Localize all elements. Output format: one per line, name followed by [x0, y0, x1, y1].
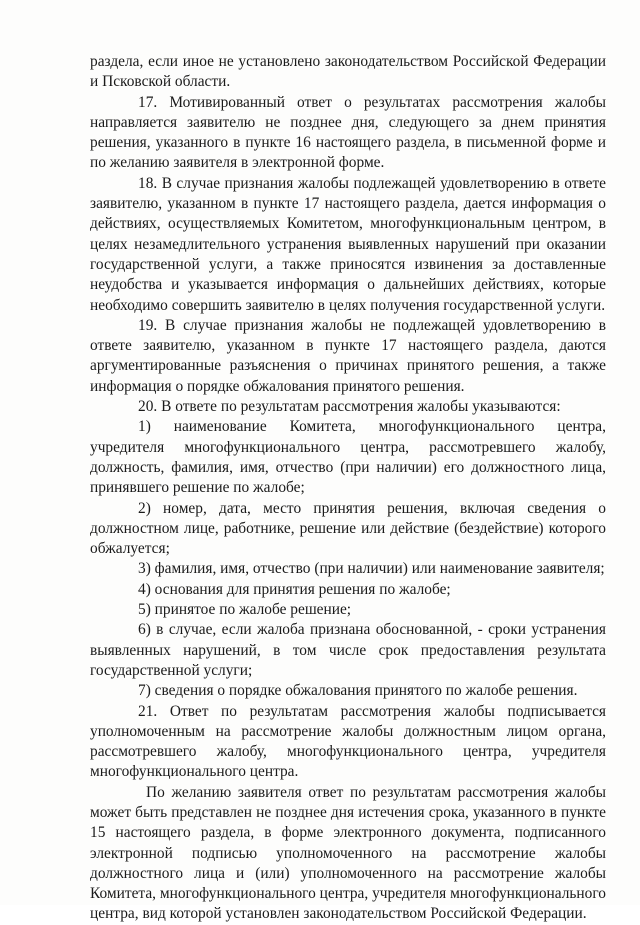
- list-item-20-2: 2) номер, дата, место принятия решения, включая сведения о должностном лице, работнике, решение или действие (бездействие) которого обжалуется;: [90, 499, 606, 558]
- document-body: [90, 52, 606, 925]
- paragraph-continuation: раздела, если иное не установлено законодательством Российской Федерации и Псковской области.: [90, 53, 606, 91]
- list-item-20-3: 3) фамилия, имя, отчество (при наличии) или наименование заявителя;: [138, 560, 605, 578]
- paragraph-18: 18. В случае признания жалобы подлежащей удовлетворению в ответе заявителю, указанном в пункте 17 настоящего раздела, дается информация о действиях, осуществляемых Комитетом, многофункциональным центром, в целях незамедлительного устранения выявленных нарушений при оказании государственной услуги, а также приносятся извинения за доставленные неудобства и указывается информация о дальнейших действиях, которые необходимо совершить заявителю в целях получения государственной услуги.: [90, 174, 606, 314]
- list-item-20-6: 6) в случае, если жалоба признана обоснованной, - сроки устранения выявленных нарушений, в том числе срок предоставления результата государственной услуги;: [90, 621, 606, 679]
- list-item-20-4: 4) основания для принятия решения по жалобе;: [138, 580, 451, 598]
- paragraph-17: 17. Мотивированный ответ о результатах рассмотрения жалобы направляется заявителю не позднее дня, следующего за днем принятия решения, указанного в пункте 16 настоящего раздела, в письменной форме и по желанию заявителя в электронной форме.: [90, 93, 606, 172]
- paragraph-20: 20. В ответе по результатам рассмотрения жалобы указываются:: [138, 398, 561, 416]
- paragraph-21: 21. Ответ по результатам рассмотрения жалобы подписывается уполномоченным на рассмотрение жалобы должностным лицом органа, рассмотревшего жалобу, многофункционального центра, учредителя многофункционального центра.: [90, 702, 606, 781]
- list-item-20-7: 7) сведения о порядке обжалования принятого по жалобе решения.: [138, 682, 578, 700]
- list-item-20-5: 5) принятое по жалобе решение;: [138, 601, 352, 619]
- list-item-20-1: 1) наименование Комитета, многофункционального центра, учредителя многофункционального центра, рассмотревшего жалобу, должность, фамилия, имя, отчество (при наличии) его должностного лица, принявшего решение по жалобе;: [90, 418, 606, 497]
- paragraph-21-electronic: По желанию заявителя ответ по результатам рассмотрения жалобы может быть представлен не позднее дня истечения срока, указанного в пункте 15 настоящего раздела, в форме электронного документа, подписанного электронной подписью уполномоченного на рассмотрение жалобы должностного лица и (или) уполномоченного на рассмотрение жалобы Комитета, многофункционального центра, учредителя многофункционального центра, вид которой установлен законодательством Российской Федерации.: [90, 783, 606, 923]
- paragraph-19: 19. В случае признания жалобы не подлежащей удовлетворению в ответе заявителю, указанном в пункте 17 настоящего раздела, даются аргументированные разъяснения о причинах принятого решения, а также информация о порядке обжалования принятого решения.: [90, 316, 606, 395]
